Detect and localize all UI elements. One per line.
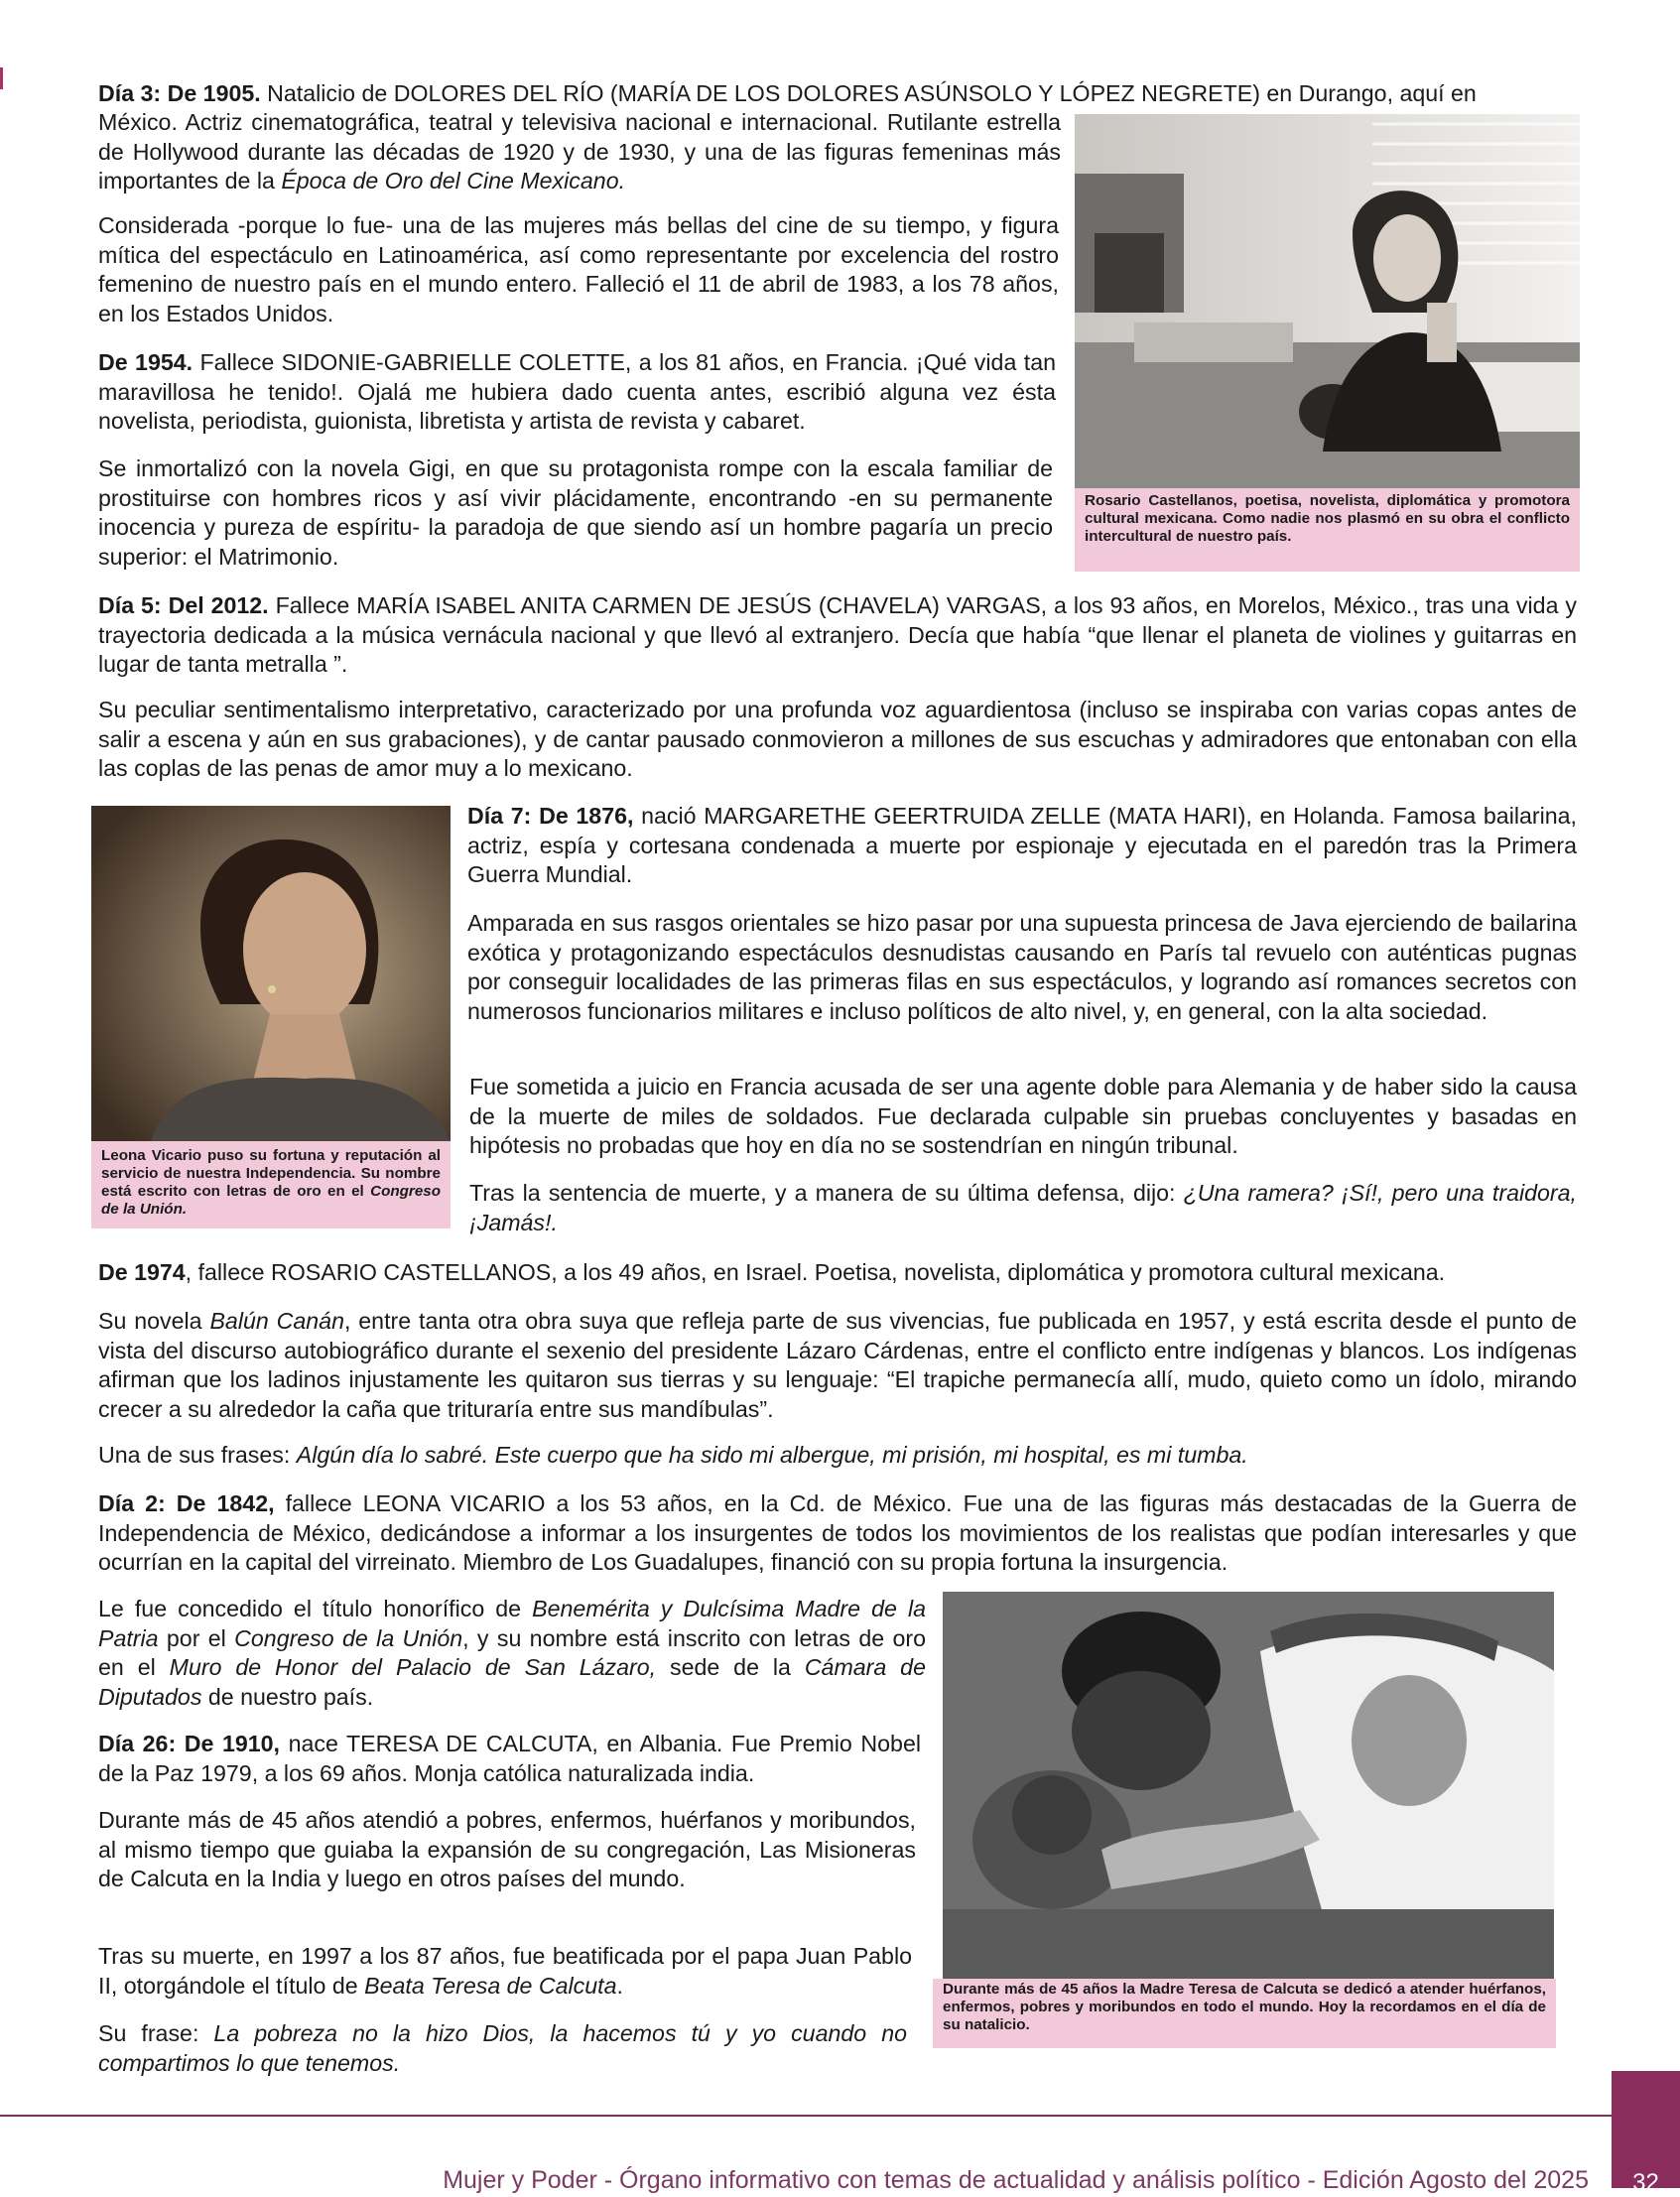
paragraph-gigi: Se inmortalizó con la novela Gigi, en que su protagonista rompe con la escala familiar de prostituirse con hombres ricos y así vivir plácidamente, encontrando -en su permanente inocencia y pureza de espíritu- la paradoja de que siendo así un hombre pagaría un precio superior: el Matrimonio. bbox=[98, 455, 1053, 570]
page-number: 32 bbox=[1632, 2169, 1659, 2196]
paragraph-teresa-beatification: Tras su muerte, en 1997 a los 87 años, fue beatificada por el papa Juan Pablo II, otorgándole el título de Beata Teresa de Calcuta. bbox=[98, 1943, 912, 1999]
paragraph-leona: Día 2: De 1842, fallece LEONA VICARIO a los 53 años, en la Cd. de México. Fue una de las figuras más destacadas de la Guerra de Independencia de México, dedicándose a informar a los insurgentes de todos los movimientos de los realistas que podían interesarles y que ocurrían en la capital del virreinato. Miembro de Los Guadalupes, financió con su propia fortuna la insurgencia. bbox=[98, 1490, 1577, 1575]
photo-rosario-castellanos bbox=[1075, 114, 1580, 488]
paragraph-dolores-legacy: Considerada -porque lo fue- una de las mujeres más bellas del cine de su tiempo, y figura mítica del espectáculo en Latinoamérica, así como representante por excelencia del rostro femenino de nuestro país en el mundo entero. Falleció el 11 de abril de 1983, a los 78 años, en los Estados Unidos. bbox=[98, 212, 1059, 326]
paragraph-teresa: Día 26: De 1910, nace TERESA DE CALCUTA, en Albania. Fue Premio Nobel de la Paz 1979, a los 69 años. Monja católica naturalizada india. bbox=[98, 1731, 921, 1786]
paragraph-teresa-work: Durante más de 45 años atendió a pobres, enfermos, huérfanos y moribundos, al mismo tiempo que guiaba la expansión de su congregación, Las Misioneras de Calcuta en la India y luego en otros países del mundo. bbox=[98, 1807, 916, 1891]
paragraph-mata-hari-trial: Fue sometida a juicio en Francia acusada de ser una agente doble para Alemania y de haber sido la causa de la muerte de miles de soldados. Fue declarada culpable sin pruebas concluyentes y basadas en hipótesis no probadas que hoy en día no se sostendrían en ningún tribunal. bbox=[469, 1074, 1577, 1158]
photo-leona-vicario bbox=[91, 806, 451, 1141]
photo-rosario-drawing bbox=[1075, 114, 1580, 488]
paragraph-teresa-quote: Su frase: La pobreza no la hizo Dios, la hacemos tú y yo cuando no compartimos lo que tenemos. bbox=[98, 2020, 907, 2076]
caption-teresa: Durante más de 45 años la Madre Teresa de Calcuta se dedicó a atender huérfanos, enfermos, pobres y moribundos en todo el mundo. Hoy la recordamos en el día de su natalicio. bbox=[933, 1979, 1556, 2048]
photo-leona-drawing bbox=[91, 806, 451, 1141]
paragraph-mata-hari-quote: Tras la sentencia de muerte, y a manera de su última defensa, dijo: ¿Una ramera? ¡Sí!, pero una traidora, ¡Jamás!. bbox=[469, 1180, 1577, 1235]
paragraph-colette: De 1954. Fallece SIDONIE-GABRIELLE COLETTE, a los 81 años, en Francia. ¡Qué vida tan maravillosa he tenido!. Ojalá me hubiera dado cuenta antes, escribió alguna vez ésta novelista, periodista, guionista, libretista y artista de revista y cabaret. bbox=[98, 349, 1056, 434]
paragraph-dolores-intro: Día 3: De 1905. Natalicio de DOLORES DEL RÍO (MARÍA DE LOS DOLORES ASÚNSOLO Y LÓPEZ NEGRETE) en Durango, aquí en bbox=[98, 80, 1477, 106]
paragraph-balun-canan: Su novela Balún Canán, entre tanta otra obra suya que refleja parte de sus vivencias, fue publicada en 1957, y está escrita desde el punto de vista del discurso autobiográfico durante el sexenio del presidente Lázaro Cárdenas, entre el conflicto entre indígenas y blancos. Los indígenas afirman que los ladinos injustamente les quitaron sus tierras y su lenguaje: “El trapiche permanecía allí, mudo, quieto como un ídolo, mirando crecer a su alrededor la caña que trituraría entre sus mandíbulas”. bbox=[98, 1308, 1577, 1422]
edge-mark bbox=[0, 67, 3, 89]
paragraph-mata-hari-java: Amparada en sus rasgos orientales se hizo pasar por una supuesta princesa de Java ejerciendo de bailarina exótica y protagonizando espectáculos desnudistas causando en París tal revuelo con auténticas pugnas por conseguir localidades de las primeras filas en sus espectáculos, y logrando así romances secretos con numerosos funcionarios militares e incluso políticos de alto nivel, y, en general, con la alta sociedad. bbox=[467, 910, 1577, 1024]
paragraph-dolores-career: México. Actriz cinematográfica, teatral y televisiva nacional e internacional. Rutilante estrella de Hollywood durante las décadas de 1920 y de 1930, y una de las figuras femeninas más importantes de la Época de Oro del Cine Mexicano. bbox=[98, 109, 1061, 194]
photo-teresa-drawing bbox=[943, 1592, 1554, 1979]
paragraph-leona-honor: Le fue concedido el título honorífico de Benemérita y Dulcísima Madre de la Patria por el Congreso de la Unión, y su nombre está inscrito con letras de oro en el Muro de Honor del Palacio de San Lázaro, sede de la Cámara de Diputados de nuestro país. bbox=[98, 1596, 926, 1710]
paragraph-chavela-voice: Su peculiar sentimentalismo interpretativo, caracterizado por una profunda voz aguardientosa (incluso se inspiraba con varias copas antes de salir a escena y aún en sus grabaciones), y de cantar pausado conmovieron a millones de sus escuchas y admiradores que entonaban con ella las coplas de las penas de amor muy a lo mexicano. bbox=[98, 697, 1577, 781]
paragraph-rosario: De 1974, fallece ROSARIO CASTELLANOS, a los 49 años, en Israel. Poetisa, novelista, diplomática y promotora cultural mexicana. bbox=[98, 1259, 1446, 1285]
caption-leona: Leona Vicario puso su fortuna y reputación al servicio de nuestra Independencia. Su nombre está escrito con letras de oro en el Congreso de la Unión. bbox=[91, 1141, 451, 1228]
paragraph-chavela: Día 5: Del 2012. Fallece MARÍA ISABEL ANITA CARMEN DE JESÚS (CHAVELA) VARGAS, a los 93 años, en Morelos, México., tras una vida y trayectoria dedicada a la música vernácula nacional y que llevó al extranjero. Decía que había “que llenar el planeta de violines y guitarras en lugar de tanta metralla ”. bbox=[98, 592, 1577, 677]
paragraph-mata-hari: Día 7: De 1876, nació MARGARETHE GEERTRUIDA ZELLE (MATA HARI), en Holanda. Famosa bailarina, actriz, espía y cortesana condenada a muerte por espionaje y ejecutada en el paredón tras la Primera Guerra Mundial. bbox=[467, 803, 1577, 887]
footer-rule bbox=[0, 2115, 1612, 2117]
photo-teresa-de-calcuta bbox=[943, 1592, 1554, 1979]
caption-rosario: Rosario Castellanos, poetisa, novelista, diplomática y promotora cultural mexicana. Como nadie nos plasmó en su obra el conflicto intercultural de nuestro país. bbox=[1075, 488, 1580, 572]
paragraph-rosario-quote: Una de sus frases: Algún día lo sabré. Este cuerpo que ha sido mi albergue, mi prisión, mi hospital, es mi tumba. bbox=[98, 1442, 1248, 1468]
footer-text: Mujer y Poder - Órgano informativo con temas de actualidad y análisis político - Edición Agosto del 2025 bbox=[443, 2166, 1589, 2194]
